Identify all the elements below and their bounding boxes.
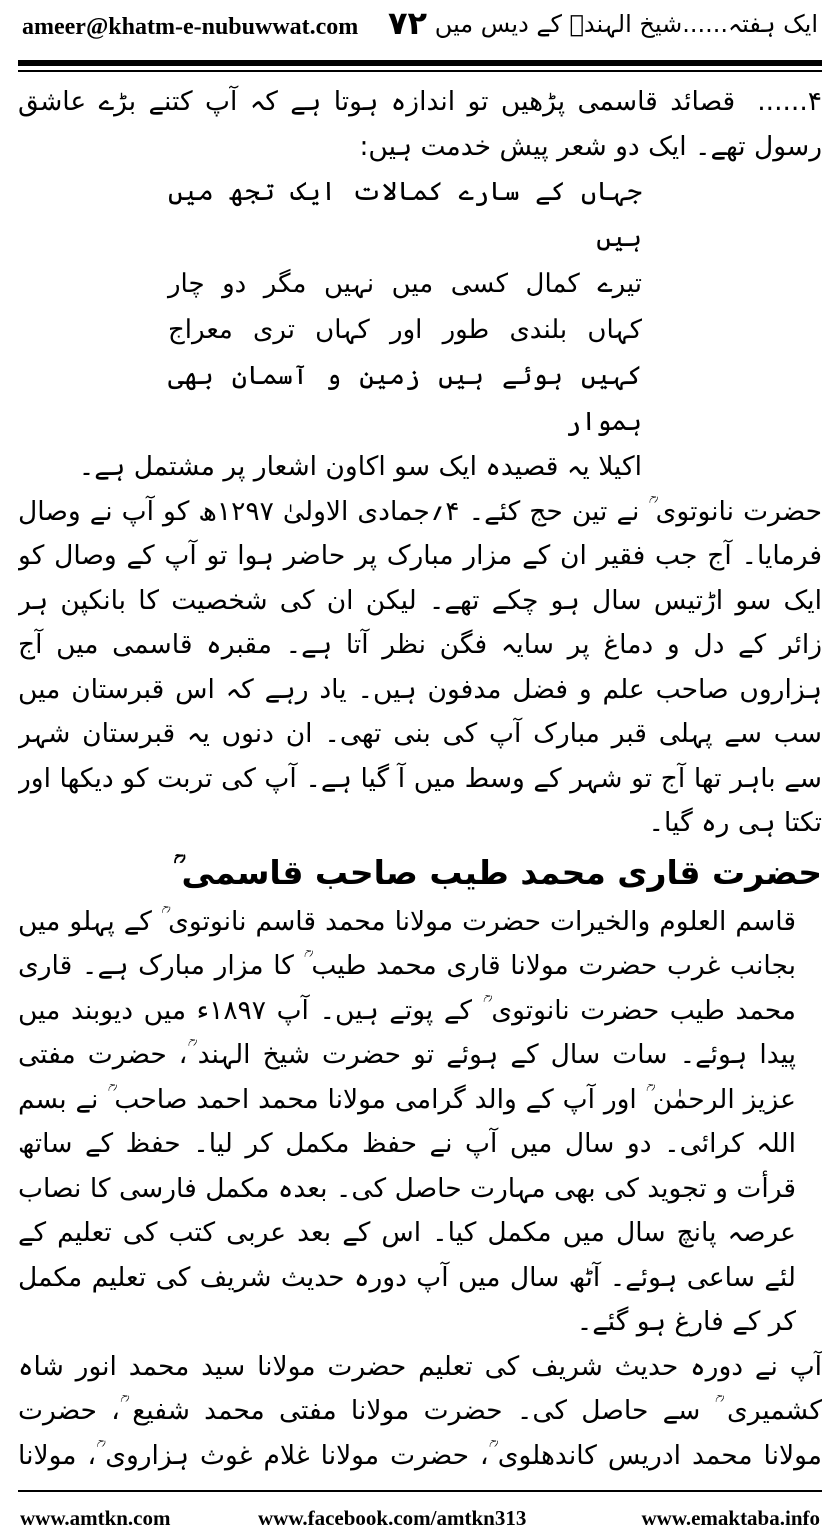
page-body bbox=[18, 80, 822, 1480]
header-rule-thin bbox=[18, 70, 822, 72]
footer-link-facebook[interactable]: www.facebook.com/amtkn313 bbox=[258, 1506, 527, 1530]
verse-line: کہیں ہوئے ہیں زمین و آسمان بھی ہموار bbox=[168, 361, 642, 437]
page-header bbox=[0, 0, 840, 56]
header-email: ameer@khatm-e-nubuwwat.com bbox=[22, 14, 359, 40]
paragraph-7: آپ نے دورہ حدیث شریف کی تعلیم حضرت مولانا سید محمد انور شاہ کشمیری ؒ سے حاصل کی۔ حضرت مولانا مفتی محمد شفیع ؒ، حضرت مولانا محمد ادریس کاندھلوی ؒ، حضرت مولانا غلام غوث ہزاروی ؒ، مولانا bbox=[18, 1350, 822, 1471]
running-title: ایک ہفتہ......شیخ الہندؒ کے دیس میں bbox=[434, 10, 818, 38]
footer-rule bbox=[18, 1490, 822, 1492]
page-number: ۷۲ bbox=[388, 4, 428, 42]
paragraph-4 bbox=[18, 80, 822, 169]
verse-line: تیرے کمال کسی میں نہیں مگر دو چار bbox=[168, 269, 642, 299]
page-footer bbox=[0, 1502, 840, 1536]
header-rule-thick bbox=[18, 60, 822, 66]
paragraph-number: ۴...... bbox=[757, 86, 822, 117]
verse-line: جہاں کے سارے کمالات ایک تجھ میں ہیں bbox=[168, 177, 642, 253]
paragraph-5: حضرت نانوتوی ؒ نے تین حج کئے۔ ۴؍جمادی الاولیٰ ۱۲۹۷ھ کو آپ نے وصال فرمایا۔ آج جب فقیر ان کے مزار مبارک پر حاضر ہوا تو آپ کے وصال کو ایک سو اڑتیس سال ہو چکے تھے۔ لیکن ان کی شخصیت کا بانکپن ہر زائر کے دل و دماغ پر سایہ فگن نظر آتا ہے۔ مقبرہ قاسمی میں آج ہزاروں صاحب علم و فضل مدفون ہیں۔ یاد رہے کہ اس قبرستان میں سب سے پہلی قبر مبارک آپ کی بنی تھی۔ ان دنوں یہ قبرستان شہر سے باہر تھا آج تو شہر کے وسط میں آ گیا ہے۔ آپ کی تربت کو دیکھا اور تکتا ہی رہ گیا۔ bbox=[18, 495, 822, 838]
paragraph-6: قاسم العلوم والخیرات حضرت مولانا محمد قاسم نانوتوی ؒ کے پہلو میں بجانب غرب حضرت مولانا قاری محمد طیب ؒ کا مزار مبارک ہے۔ قاری محمد طیب حضرت نانوتوی ؒ کے پوتے ہیں۔ آپ ۱۸۹۷ء میں دیوبند میں پیدا ہوئے۔ سات سال کے ہوئے تو حضرت شیخ الہند ؒ، حضرت مفتی عزیز الرحمٰن ؒ اور آپ کے والد گرامی مولانا محمد احمد صاحب ؒ نے بسم اللہ کرائی۔ دو سال میں آپ نے حفظ مکمل کر لیا۔ حفظ کے ساتھ قرأت و تجوید کی بھی مہارت حاصل کی۔ بعدہ مکمل فارسی کا نصاب عرصہ پانچ سال میں مکمل کیا۔ اس کے بعد عربی کتب کی تعلیم کے لئے ساعی ہوئے۔ آٹھ سال میں آپ دورہ حدیث شریف کی تعلیم مکمل کر کے فارغ ہو گئے۔ bbox=[18, 905, 797, 1337]
verse-block bbox=[18, 169, 822, 445]
paragraph-4-text: قصائد قاسمی پڑھیں تو اندازہ ہوتا ہے کہ آپ کتنے بڑے عاشق رسول تھے۔ ایک دو شعر پیش خدمت ہیں: bbox=[18, 86, 822, 162]
verse-line: کہاں بلندی طور اور کہاں تری معراج bbox=[168, 315, 642, 345]
footer-link-emaktaba[interactable]: www.emaktaba.info bbox=[641, 1506, 820, 1530]
verse-note: اکیلا یہ قصیدہ ایک سو اکاون اشعار پر مشتمل ہے۔ bbox=[78, 451, 642, 482]
footer-link-amtkn[interactable]: www.amtkn.com bbox=[20, 1506, 171, 1530]
section-heading: حضرت قاری محمد طیب صاحب قاسمی ؒ bbox=[173, 852, 822, 892]
